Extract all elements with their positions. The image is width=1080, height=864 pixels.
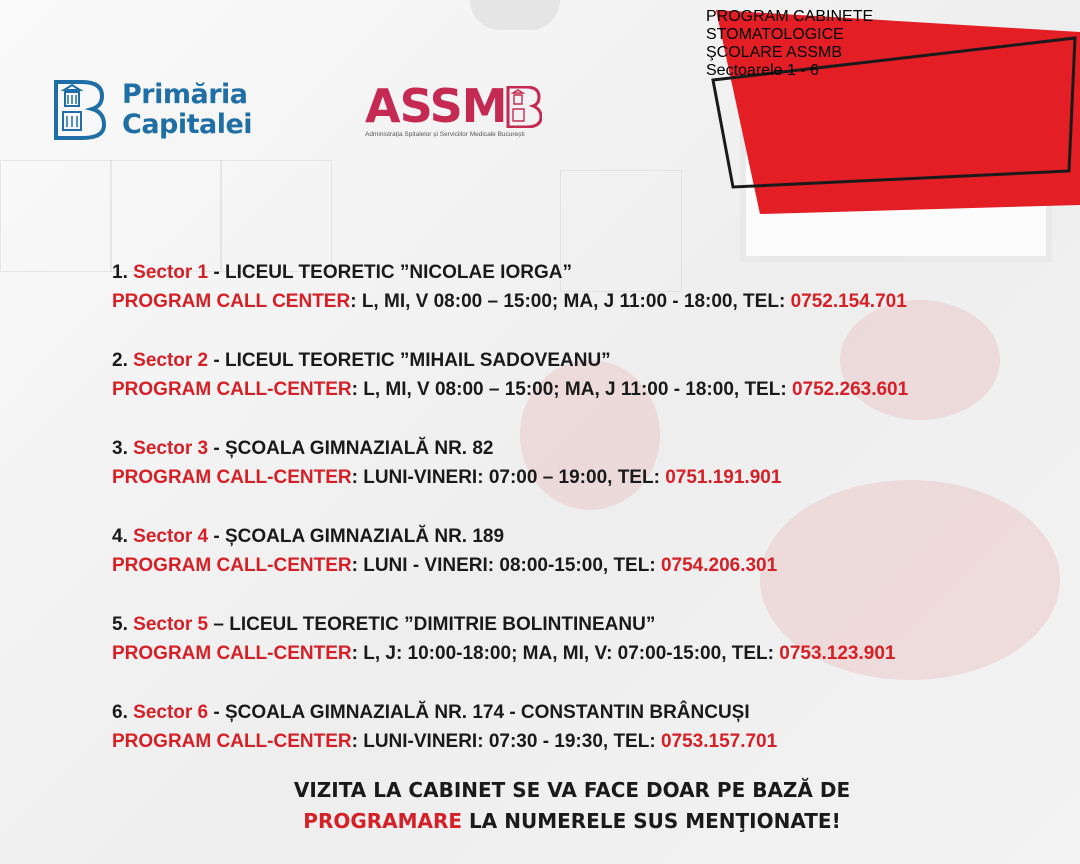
sector-number: 4.: [112, 526, 128, 547]
footer-line1: VIZITA LA CABINET SE VA FACE DOAR PE BAZĂ DE: [293, 778, 851, 802]
background-tile: [110, 160, 222, 272]
sector-program: [112, 727, 1042, 756]
sector-name: Sector 2: [133, 350, 209, 371]
phone-number: 0752.263.601: [791, 379, 909, 400]
sector-heading: [112, 698, 1042, 727]
sector-name: Sector 3: [133, 438, 209, 459]
sector-number: 1.: [112, 262, 128, 283]
sector-number: 3.: [112, 438, 128, 459]
assmb-logo-subtitle: Administrația Spitalelor și Serviciilor Medicale București: [365, 131, 525, 138]
phone-number: 0753.123.901: [779, 643, 896, 664]
program-schedule: : L, MI, V 08:00 – 15:00; MA, J 11:00 - 18:00, TEL:: [350, 291, 791, 312]
sector-heading: [112, 610, 1042, 639]
sector-program: [112, 287, 1042, 316]
program-label: PROGRAM CALL CENTER: [112, 291, 351, 312]
sector-name: Sector 5: [133, 614, 209, 635]
phone-number: 0753.157.701: [660, 731, 778, 752]
background-lamp: [470, 0, 560, 30]
program-schedule: : L, MI, V 08:00 – 15:00; MA, J 11:00 - 18:00, TEL:: [351, 379, 792, 400]
sector-heading: [112, 258, 1042, 287]
banner-title-line2: STOMATOLOGICE: [706, 26, 844, 43]
sector-number: 5.: [112, 614, 128, 635]
banner-title-line4: Sectoarele 1 - 6: [706, 62, 819, 79]
school-name: - ȘCOALA GIMNAZIALĂ NR. 82: [208, 438, 494, 459]
sector-heading: [112, 434, 1042, 463]
assmb-logo-b-icon: [506, 86, 542, 128]
sector-program: [112, 375, 1042, 404]
school-name: - LICEUL TEORETIC ”NICOLAE IORGA”: [208, 262, 572, 283]
sector-list: [112, 258, 1042, 786]
banner-title-line1: PROGRAM CABINETE: [706, 8, 874, 25]
program-label: PROGRAM CALL-CENTER: [112, 379, 352, 400]
footer-line2-rest: LA NUMERELE SUS MENŢIONATE!: [462, 809, 841, 833]
footer-notice: [0, 775, 1080, 837]
primaria-logo-icon: [52, 80, 106, 140]
background-tile: [220, 160, 332, 272]
school-name: – LICEUL TEORETIC ”DIMITRIE BOLINTINEANU”: [208, 614, 656, 635]
school-name: - LICEUL TEORETIC ”MIHAIL SADOVEANU”: [208, 350, 611, 371]
footer-highlight: PROGRAMARE: [303, 809, 463, 833]
primaria-logo-line1: Primăria: [122, 79, 248, 110]
program-schedule: : LUNI - VINERI: 08:00-15:00, TEL:: [351, 555, 661, 576]
program-schedule: : L, J: 10:00-18:00; MA, MI, V: 07:00-15:00, TEL:: [351, 643, 780, 664]
sector-heading: [112, 346, 1042, 375]
program-label: PROGRAM CALL-CENTER: [112, 731, 352, 752]
banner-title: [706, 8, 1080, 220]
footer-line2: [0, 806, 1080, 837]
program-label: PROGRAM CALL-CENTER: [112, 467, 352, 488]
sector-number: 6.: [112, 702, 128, 723]
phone-number: 0754.206.301: [660, 555, 778, 576]
sector-name: Sector 6: [133, 702, 209, 723]
sector-name: Sector 4: [133, 526, 209, 547]
sector-entry-3: [112, 434, 1042, 492]
sector-name: Sector 1: [133, 262, 209, 283]
sector-program: [112, 463, 1042, 492]
background-tile: [0, 160, 112, 272]
sector-entry-4: [112, 522, 1042, 580]
sector-entry-1: [112, 258, 1042, 316]
program-schedule: : LUNI-VINERI: 07:30 - 19:30, TEL:: [351, 731, 661, 752]
assmb-logo: [363, 80, 548, 146]
program-schedule: : LUNI-VINERI: 07:00 – 19:00, TEL:: [351, 467, 666, 488]
sector-heading: [112, 522, 1042, 551]
program-label: PROGRAM CALL-CENTER: [112, 555, 352, 576]
sector-program: [112, 551, 1042, 580]
sector-program: [112, 639, 1042, 668]
primaria-capitalei-logo: [52, 80, 272, 144]
primaria-logo-text: [122, 80, 252, 140]
sector-entry-6: [112, 698, 1042, 756]
phone-number: 0751.191.901: [665, 467, 782, 488]
primaria-logo-line2: Capitalei: [122, 109, 253, 140]
phone-number: 0752.154.701: [790, 291, 907, 312]
assmb-logo-word: ASSM: [365, 79, 507, 133]
banner-title-line3: ŞCOLARE ASSMB: [706, 44, 843, 61]
sector-number: 2.: [112, 350, 128, 371]
program-label: PROGRAM CALL-CENTER: [112, 643, 352, 664]
school-name: - ȘCOALA GIMNAZIALĂ NR. 189: [208, 526, 505, 547]
sector-entry-2: [112, 346, 1042, 404]
school-name: - ȘCOALA GIMNAZIALĂ NR. 174 - CONSTANTIN BRÂNCUȘI: [208, 702, 750, 723]
sector-entry-5: [112, 610, 1042, 668]
